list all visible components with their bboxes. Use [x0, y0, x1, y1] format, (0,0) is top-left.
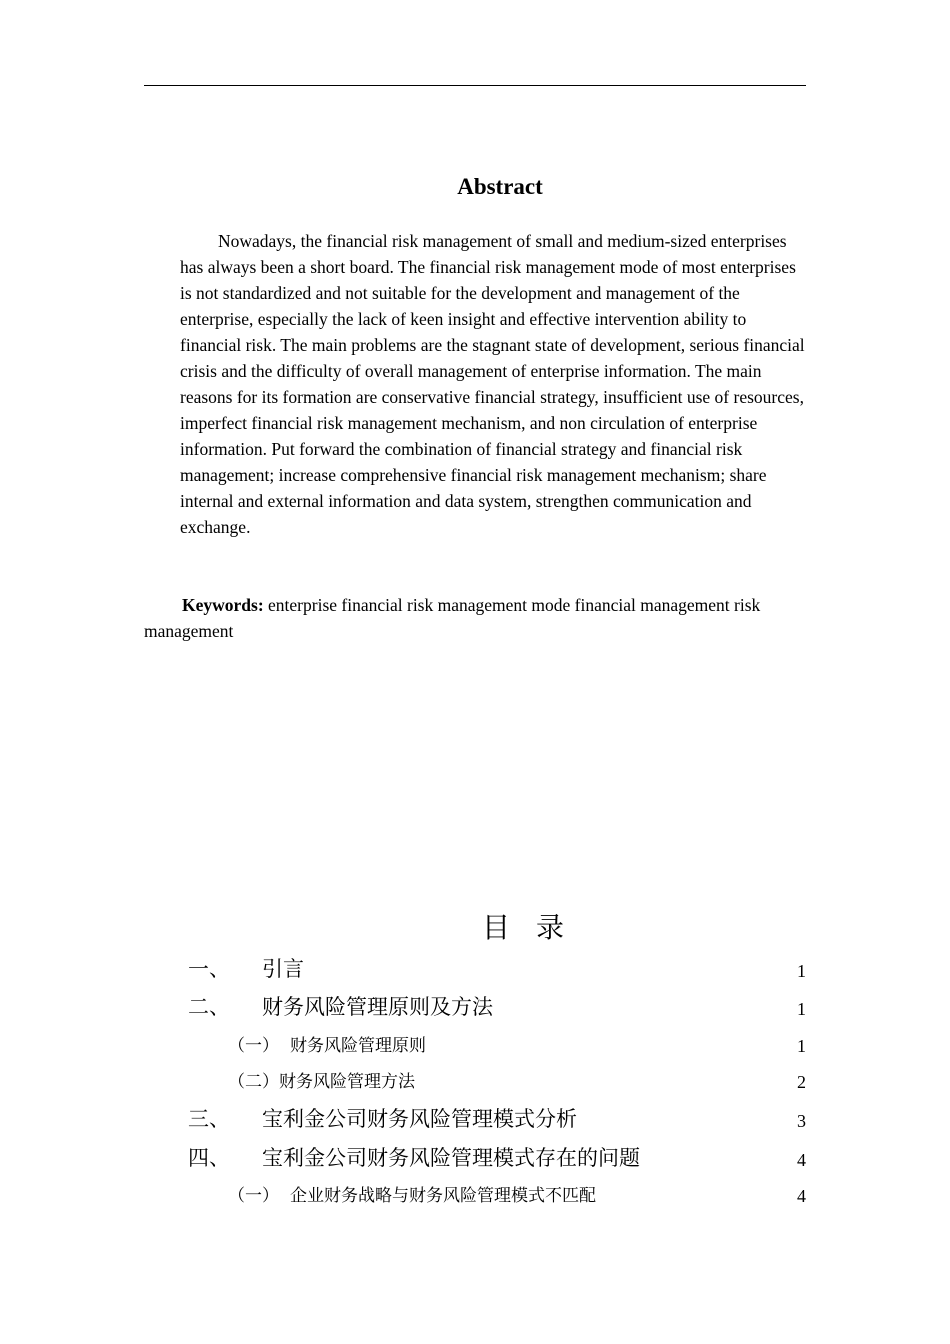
toc-entry-number: 四、: [188, 1146, 230, 1170]
toc-entry-label: 财务风险管理方法: [279, 1072, 415, 1091]
header-rule: [144, 85, 806, 86]
toc-entry-page: 4: [797, 1150, 806, 1170]
toc-entry-label: 引言: [262, 957, 304, 981]
toc-entry-page: 1: [797, 961, 806, 981]
toc-entry-page: 1: [797, 1036, 806, 1056]
toc-entry-page: 2: [797, 1072, 806, 1092]
toc-entry-label: 宝利金公司财务风险管理模式分析: [262, 1107, 577, 1131]
toc-entry-label: 企业财务战略与财务风险管理模式不匹配: [290, 1186, 596, 1205]
toc-entry-label: 宝利金公司财务风险管理模式存在的问题: [262, 1146, 640, 1170]
toc-entry-label: 财务风险管理原则: [290, 1036, 426, 1055]
keywords-paragraph: [144, 592, 806, 644]
abstract-body: Nowadays, the financial risk management of small and medium-sized enterprises has always been a short board. The financial risk management mode of most enterprises is not standardized and not suitable for the development and management of the enterprise, especially the lack of keen insight and effective intervention ability to financial risk. The main problems are the stagnant state of development, serious financial crisis and the difficulty of overall management of enterprise information. The main reasons for its formation are conservative financial strategy, insufficient use of resources, imperfect financial risk management mechanism, and non circulation of enterprise information. Put forward the combination of financial strategy and financial risk management; increase comprehensive financial risk management mechanism; share internal and external information and data system, strengthen communication and exchange.: [180, 231, 805, 537]
toc-entry-number: 一、: [188, 957, 230, 981]
toc-entry-number: （一）: [228, 1186, 279, 1205]
toc-title: 目录: [482, 913, 591, 944]
keywords-text: enterprise financial risk management mode financial management risk management: [144, 595, 761, 641]
toc-entry-number: 二、: [188, 995, 230, 1019]
toc-entry-page: 3: [797, 1111, 806, 1131]
toc-entry-page: 4: [797, 1186, 806, 1206]
toc-entry-label: 财务风险管理原则及方法: [262, 995, 493, 1019]
abstract-title: Abstract: [457, 174, 543, 199]
toc-entry-page: 1: [797, 999, 806, 1019]
toc-entry-number: （二）: [228, 1072, 279, 1091]
keywords-label: Keywords:: [182, 595, 264, 615]
toc-entry-number: 三、: [188, 1107, 230, 1131]
toc-entry-number: （一）: [228, 1036, 279, 1055]
